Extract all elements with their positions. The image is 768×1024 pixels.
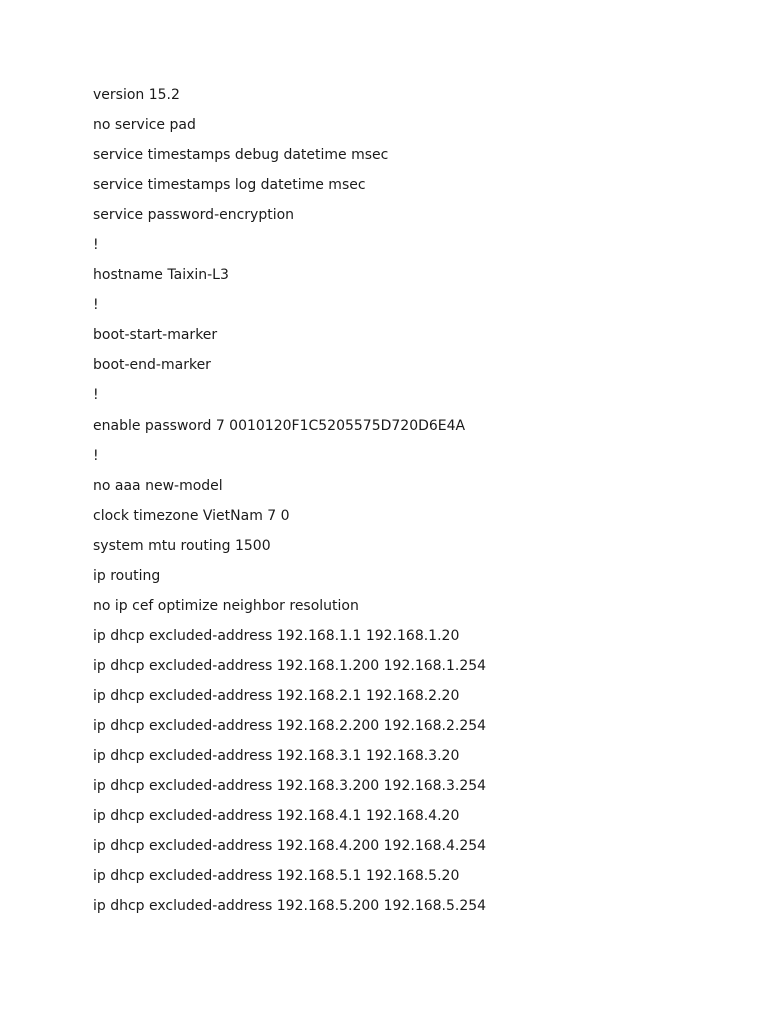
config-line: ip routing	[93, 567, 161, 584]
config-line: boot-end-marker	[93, 357, 211, 374]
config-line: !	[93, 387, 99, 404]
config-line: no ip cef optimize neighbor resolution	[93, 597, 359, 614]
config-line: no aaa new-model	[93, 477, 223, 494]
config-line: boot-start-marker	[93, 327, 218, 344]
config-line: !	[93, 447, 99, 464]
config-line: ip dhcp excluded-address 192.168.4.1 192.168.4.20	[93, 808, 460, 825]
config-line: system mtu routing 1500	[93, 537, 271, 554]
config-line: service timestamps debug datetime msec	[93, 147, 389, 164]
config-line: version 15.2	[93, 87, 180, 103]
config-text-block	[93, 85, 486, 926]
config-line: ip dhcp excluded-address 192.168.5.200 192.168.5.254	[93, 898, 487, 915]
config-line: ip dhcp excluded-address 192.168.2.200 192.168.2.254	[93, 717, 487, 734]
config-line: !	[93, 297, 99, 314]
config-line: ip dhcp excluded-address 192.168.5.1 192.168.5.20	[93, 868, 460, 885]
config-line: ip dhcp excluded-address 192.168.4.200 192.168.4.254	[93, 838, 487, 855]
config-line: service password-encryption	[93, 207, 295, 224]
config-line: no service pad	[93, 117, 196, 134]
config-line: clock timezone VietNam 7 0	[93, 507, 290, 524]
config-line: service timestamps log datetime msec	[93, 177, 366, 194]
config-line: ip dhcp excluded-address 192.168.1.200 192.168.1.254	[93, 657, 487, 674]
config-line: ip dhcp excluded-address 192.168.2.1 192.168.2.20	[93, 687, 460, 704]
config-line: ip dhcp excluded-address 192.168.1.1 192.168.1.20	[93, 627, 460, 644]
config-line: ip dhcp excluded-address 192.168.3.1 192.168.3.20	[93, 748, 460, 765]
config-line: enable password 7 0010120F1C5205575D720D6E4A	[93, 417, 466, 434]
config-line: ip dhcp excluded-address 192.168.3.200 192.168.3.254	[93, 778, 487, 795]
config-line: !	[93, 237, 99, 254]
config-line: hostname Taixin-L3	[93, 267, 229, 284]
